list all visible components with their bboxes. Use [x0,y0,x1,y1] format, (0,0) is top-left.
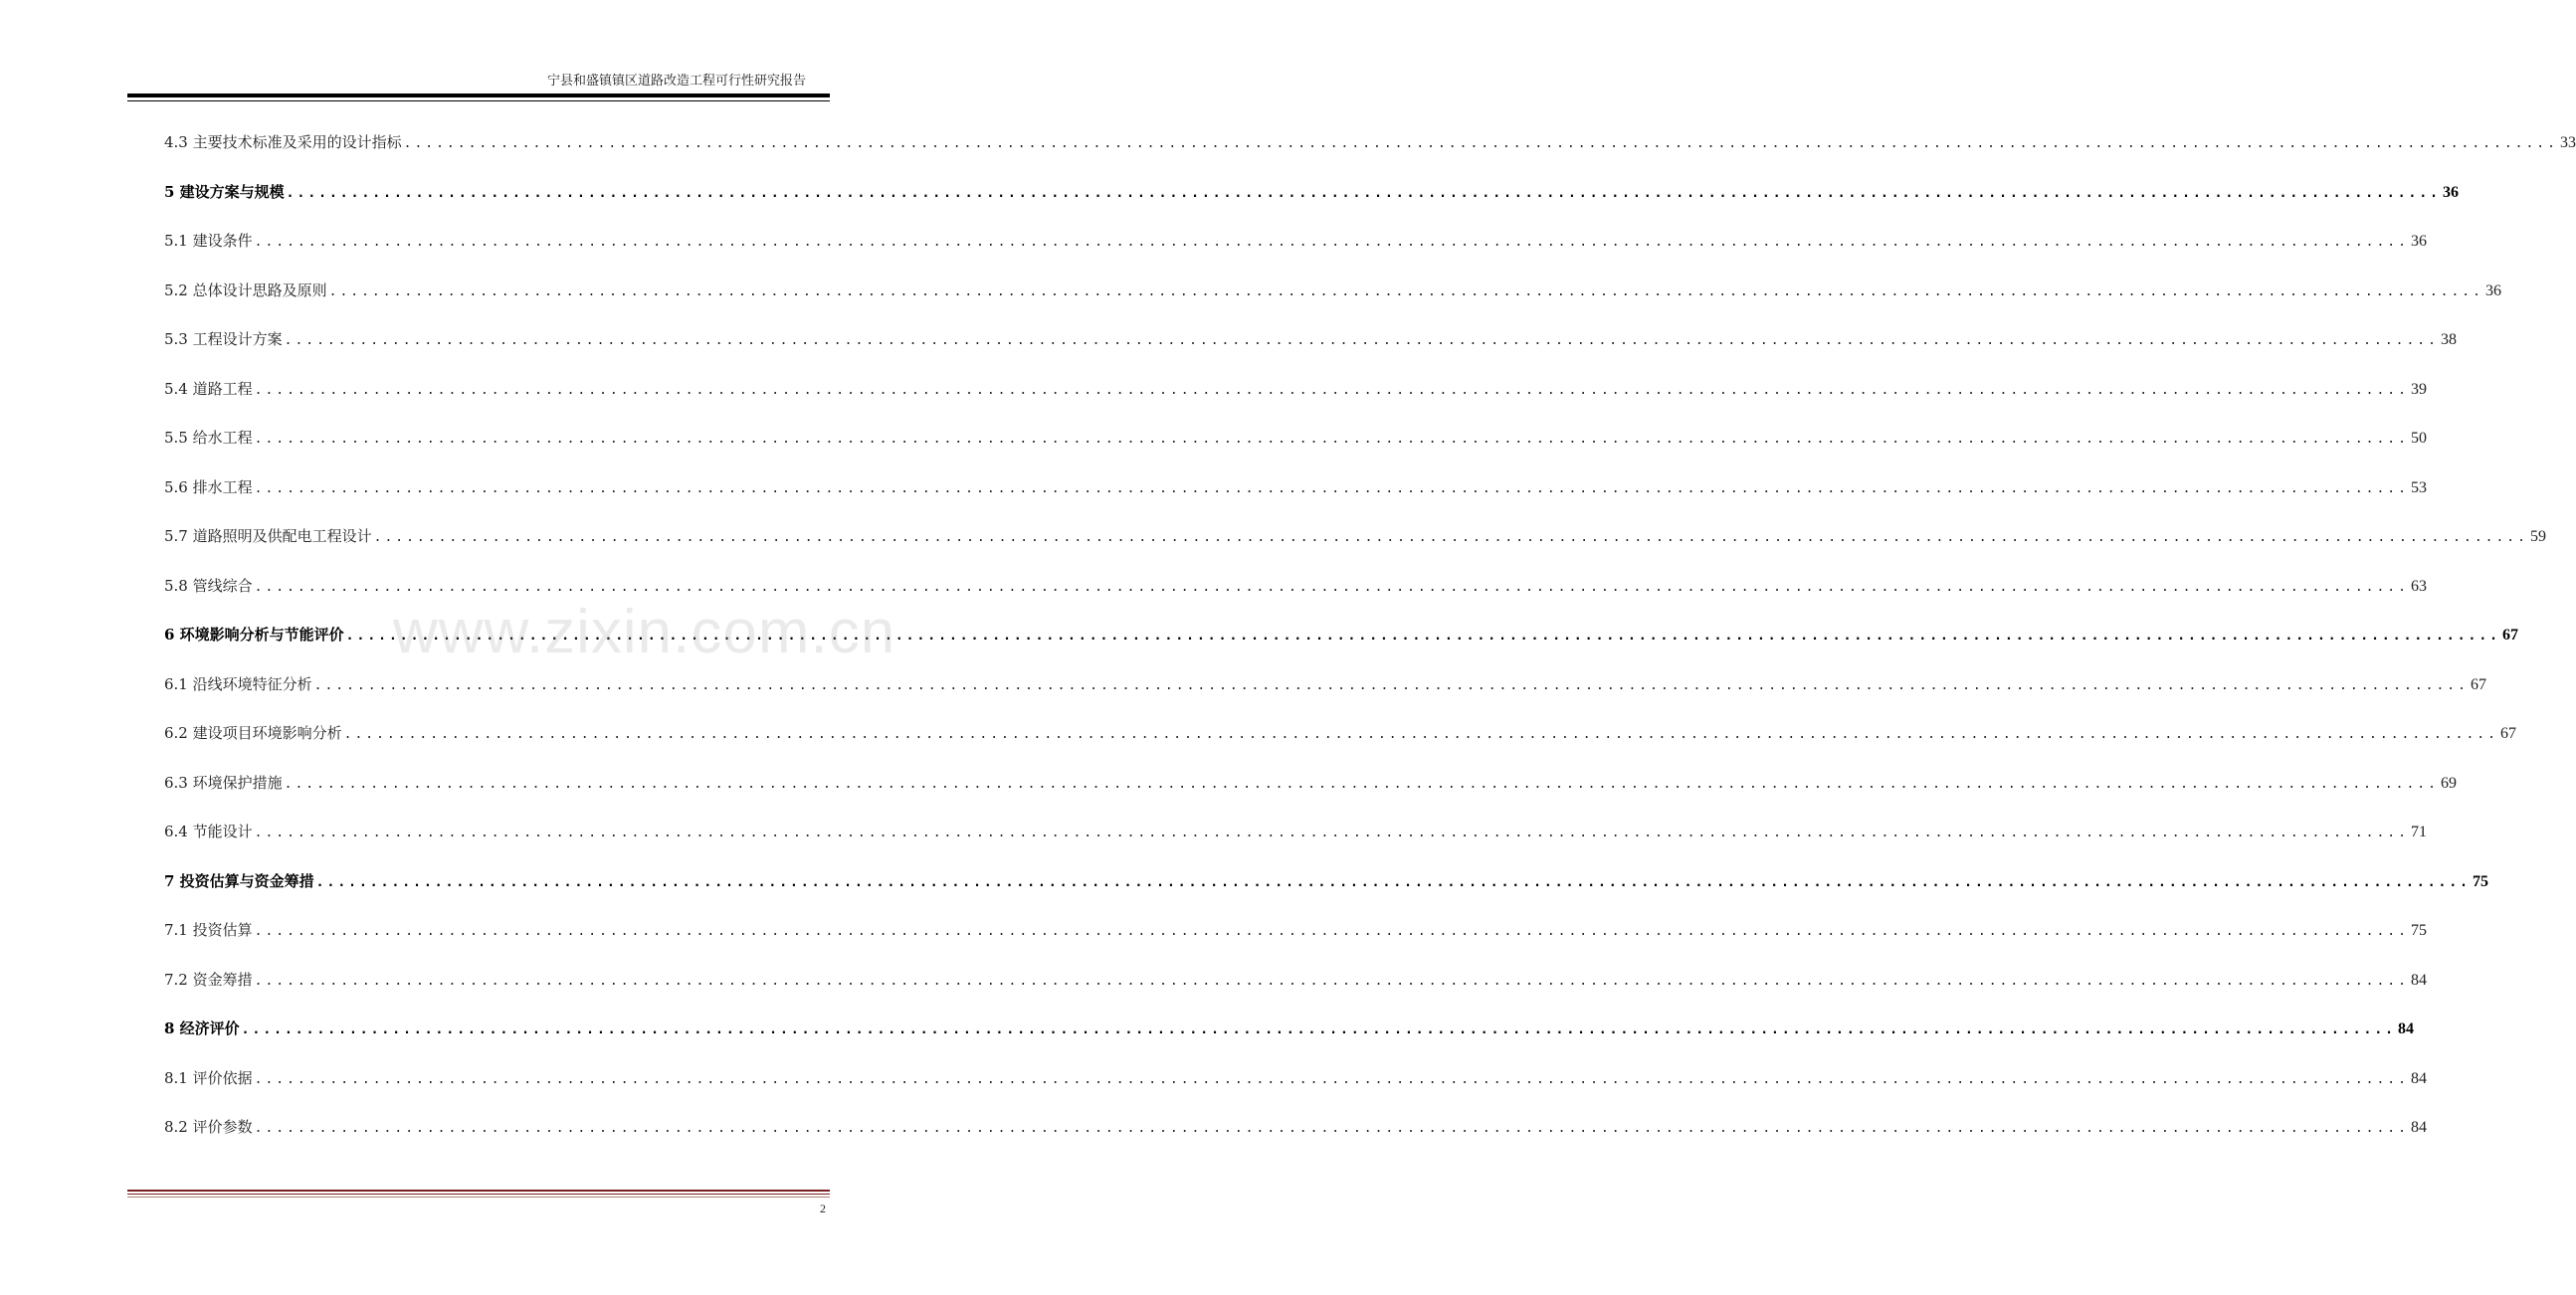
toc-entry-page-number: 63 [2410,577,2427,595]
toc-entry-title: 4.3 主要技术标准及采用的设计指标 [164,133,402,151]
toc-dot-leader: ........................................................................................................................................................................................................ [254,1121,2409,1136]
toc-entry-page-number: 75 [2410,922,2427,939]
toc-entry-page-number: 71 [2410,824,2427,840]
toc-dot-leader: ........................................................................................................................................................................................................ [254,826,2409,840]
toc-entry[interactable] [164,130,2576,180]
toc-entry[interactable] [164,1115,2427,1165]
toc-entry-title: 6.2 建设项目环境影响分析 [164,724,342,742]
watermark: www.zixin.com.cn [393,598,896,666]
toc-entry[interactable] [164,278,2501,328]
toc-entry[interactable] [164,180,2460,230]
toc-entry[interactable] [164,229,2427,278]
toc-entry[interactable] [164,377,2427,427]
toc-entry-page-number: 69 [2440,774,2457,792]
toc-entry-page-number: 33 [2559,134,2576,151]
toc-entry-page-number: 59 [2529,528,2546,545]
toc-dot-leader: ........................................................................................................................................................................................................ [254,235,2409,250]
toc-entry-title: 5.1 建设条件 [164,232,253,250]
footer-rule [127,1190,830,1192]
table-of-contents [164,130,2576,1165]
toc-entry[interactable] [164,820,2427,869]
toc-entry[interactable] [164,327,2457,377]
toc-entry-title: 7 投资估算与资金筹措 [164,871,314,890]
toc-dot-leader: ........................................................................................................................................................................................................ [403,136,2558,151]
toc-entry-page-number: 53 [2410,478,2427,496]
toc-entry-title: 5.3 工程设计方案 [164,330,283,348]
toc-entry-title: 5.7 道路照明及供配电工程设计 [164,527,372,545]
toc-entry-title: 7.2 资金筹措 [164,970,253,989]
toc-dot-leader: ........................................................................................................................................................................................................ [284,776,2439,792]
toc-entry-page-number: 84 [2398,1020,2415,1037]
toc-entry-page-number: 50 [2410,430,2427,447]
toc-entry-page-number: 75 [2473,872,2489,890]
toc-entry-title: 5.5 给水工程 [164,429,253,447]
toc-entry-title: 6.4 节能设计 [164,823,253,840]
toc-entry-title: 8 经济评价 [164,1019,240,1037]
toc-entry-title: 5.6 排水工程 [164,477,253,496]
toc-entry-title: 6 环境影响分析与节能评价 [164,626,344,644]
toc-entry[interactable] [164,869,2489,919]
toc-entry-title: 8.1 评价依据 [164,1068,253,1087]
toc-entry[interactable] [164,623,2519,672]
toc-dot-leader: ........................................................................................................................................................................................................ [313,677,2469,693]
toc-entry[interactable] [164,524,2546,574]
toc-dot-leader: ........................................................................................................................................................................................................ [241,1022,2397,1037]
header-rule-thick [127,93,830,97]
toc-entry-page-number: 84 [2410,971,2427,989]
toc-entry-page-number: 39 [2410,380,2427,398]
toc-entry-title: 5 建设方案与规模 [164,182,285,201]
toc-dot-leader: ........................................................................................................................................................................................................ [284,333,2439,348]
toc-entry-page-number: 36 [2410,233,2427,250]
toc-entry-title: 6.1 沿线环境特征分析 [164,674,312,693]
toc-entry[interactable] [164,721,2516,771]
toc-entry[interactable] [164,574,2427,624]
toc-entry-page-number: 84 [2410,1119,2427,1136]
toc-dot-leader: ........................................................................................................................................................................................................ [286,185,2442,201]
toc-entry-page-number: 38 [2440,331,2457,348]
toc-entry[interactable] [164,918,2427,968]
toc-entry[interactable] [164,1017,2415,1066]
toc-entry-page-number: 36 [2443,183,2460,201]
toc-entry-title: 5.8 管线综合 [164,576,253,595]
toc-entry[interactable] [164,968,2427,1018]
toc-dot-leader: ........................................................................................................................................................................................................ [373,530,2528,545]
toc-dot-leader: ........................................................................................................................................................................................................ [254,1071,2409,1087]
toc-dot-leader: ........................................................................................................................................................................................................ [315,874,2472,890]
toc-dot-leader: ........................................................................................................................................................................................................ [328,283,2483,299]
toc-entry-page-number: 84 [2410,1069,2427,1087]
footer-rule [127,1197,830,1198]
toc-dot-leader: ........................................................................................................................................................................................................ [254,432,2409,447]
toc-dot-leader: ........................................................................................................................................................................................................ [254,973,2409,989]
toc-entry[interactable] [164,672,2486,722]
toc-entry-page-number: 67 [2502,627,2519,644]
toc-entry-title: 5.4 道路工程 [164,379,253,398]
toc-entry-title: 8.2 评价参数 [164,1118,253,1136]
toc-entry[interactable] [164,771,2457,821]
toc-entry-page-number: 67 [2499,725,2516,742]
toc-dot-leader: ........................................................................................................................................................................................................ [343,727,2498,742]
toc-entry[interactable] [164,426,2427,475]
toc-entry-title: 5.2 总体设计思路及原则 [164,280,327,299]
toc-entry[interactable] [164,475,2427,525]
toc-dot-leader: ........................................................................................................................................................................................................ [345,629,2501,644]
toc-dot-leader: ........................................................................................................................................................................................................ [254,382,2409,398]
toc-entry-page-number: 67 [2470,675,2486,693]
toc-entry-title: 7.1 投资估算 [164,921,253,939]
toc-dot-leader: ........................................................................................................................................................................................................ [254,924,2409,939]
toc-entry-title: 6.3 环境保护措施 [164,773,283,792]
running-header-title: 宁县和盛镇镇区道路改造工程可行性研究报告 [546,74,806,89]
footer-rule [127,1194,830,1195]
header-rule-thin [127,100,830,101]
toc-entry-page-number: 36 [2484,281,2501,299]
toc-dot-leader: ........................................................................................................................................................................................................ [254,579,2409,595]
page-number: 2 [820,1202,826,1215]
toc-entry[interactable] [164,1066,2427,1116]
toc-dot-leader: ........................................................................................................................................................................................................ [254,480,2409,496]
